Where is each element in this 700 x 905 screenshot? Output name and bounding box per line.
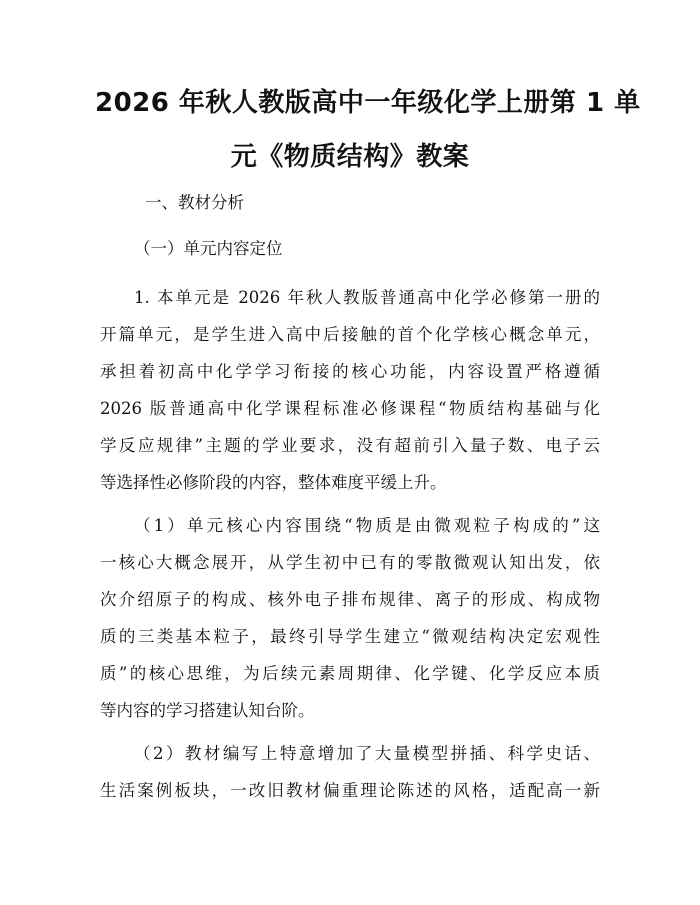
paragraph-line: 等选择性必修阶段的内容，整体难度平缓上升。 [100,473,447,492]
document-title-line-1: 2026 年秋人教版高中一年级化学上册第 1 单 [95,88,641,118]
section-heading: 一、教材分析 [145,193,244,212]
paragraph-line: 次介绍原子的构成、核外电子排布规律、离子的形成、构成物 [100,590,600,609]
paragraph-line: 开篇单元，是学生进入高中后接触的首个化学核心概念单元， [100,325,600,344]
paragraph-1 [100,279,600,501]
paragraph-line: 一核心大概念展开，从学生初中已有的零散微观认知出发，依 [100,553,600,572]
document-title-line-2: 元《物质结构》教案 [230,142,470,172]
paragraph-line: 2026 版普通高中化学课程标准必修课程“物质结构基础与化 [100,399,600,418]
paragraph-line: 生活案例板块，一改旧教材偏重理论陈述的风格，适配高一新 [100,781,600,800]
paragraph-line: 承担着初高中化学学习衔接的核心功能，内容设置严格遵循 [100,362,600,381]
paragraph-line: 质的三类基本粒子，最终引导学生建立“微观结构决定宏观性 [100,627,600,646]
paragraph-line: 等内容的学习搭建认知台阶。 [100,701,315,720]
subsection-heading: （一）单元内容定位 [134,239,283,258]
paragraph-line: （2）教材编写上特意增加了大量模型拼插、科学史话、 [134,744,600,763]
paragraph-line: 1. 本单元是 2026 年秋人教版普通高中化学必修第一册的 [134,288,600,307]
paragraph-line: （1）单元核心内容围绕“物质是由微观粒子构成的”这 [134,516,600,535]
paragraph-2 [100,507,600,729]
paragraph-line: 质”的核心思维，为后续元素周期律、化学键、化学反应本质 [100,664,600,683]
paragraph-3 [100,735,600,809]
paragraph-line: 学反应规律”主题的学业要求，没有超前引入量子数、电子云 [100,436,600,455]
